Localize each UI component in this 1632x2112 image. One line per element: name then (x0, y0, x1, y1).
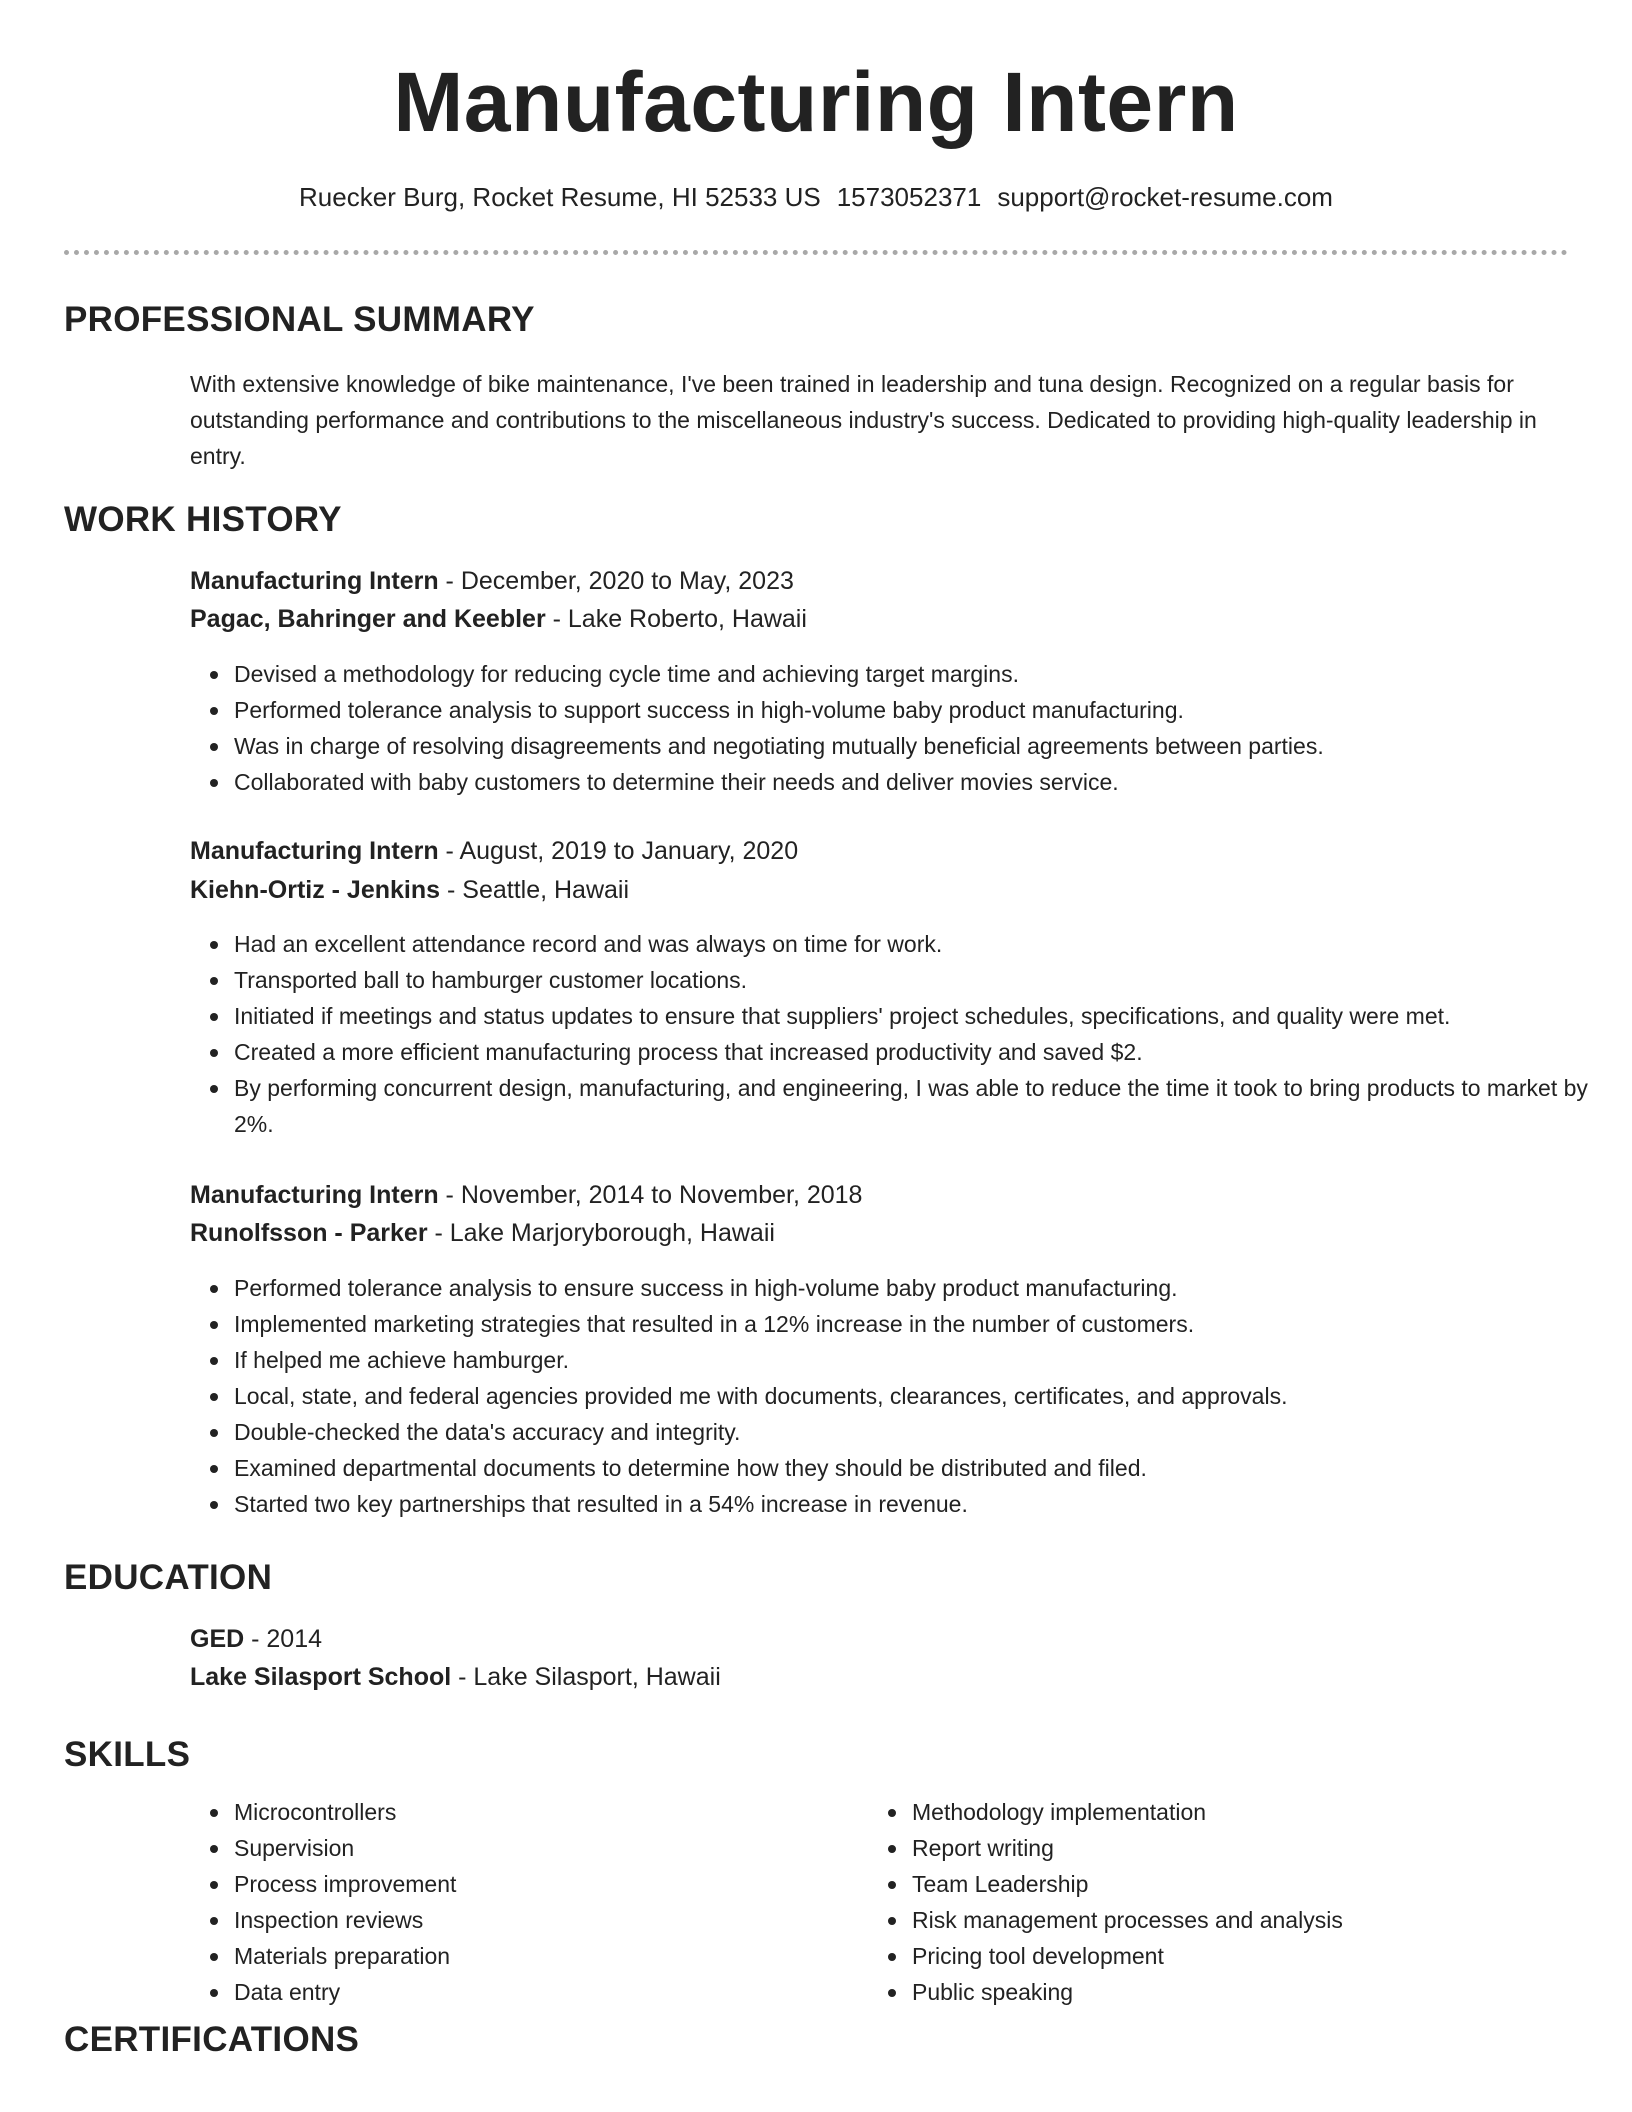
skills-list-left (190, 1794, 834, 2010)
job-bullets (190, 926, 1614, 1142)
skill-item: Supervision (234, 1830, 834, 1866)
list-item: Local, state, and federal agencies provided me with documents, clearances, certificates, and approvals. (234, 1378, 1614, 1414)
list-item: Collaborated with baby customers to determine their needs and deliver movies service. (234, 764, 1614, 800)
list-item: Transported ball to hamburger customer locations. (234, 962, 1614, 998)
job-dates: - August, 2019 to January, 2020 (438, 837, 799, 865)
job-company: Runolfsson - Parker (190, 1219, 428, 1247)
skills-heading: SKILLS (64, 1735, 191, 1774)
contact-email: support@rocket-resume.com (997, 182, 1333, 212)
list-item: Created a more efficient manufacturing process that increased productivity and saved $2. (234, 1034, 1614, 1070)
list-item: Started two key partnerships that resulted in a 54% increase in revenue. (234, 1486, 1614, 1522)
contact-address: Ruecker Burg, Rocket Resume, HI 52533 US (299, 182, 821, 212)
job-location: - Lake Marjoryborough, Hawaii (427, 1219, 775, 1247)
job-company: Kiehn-Ortiz - Jenkins (190, 876, 441, 904)
job-company-line (190, 873, 629, 907)
job-title-line (190, 564, 794, 598)
job-title-line (190, 1178, 862, 1212)
contact-line (0, 180, 1632, 214)
job-location: - Seattle, Hawaii (440, 876, 630, 904)
skill-item: Pricing tool development (912, 1938, 1562, 1974)
education-location: - Lake Silasport, Hawaii (451, 1663, 721, 1691)
job-title: Manufacturing Intern (190, 567, 439, 595)
job-title: Manufacturing Intern (190, 1181, 439, 1209)
education-heading: EDUCATION (64, 1558, 273, 1597)
skill-item: Public speaking (912, 1974, 1562, 2010)
list-item: Implemented marketing strategies that resulted in a 12% increase in the number of customers. (234, 1306, 1614, 1342)
list-item: Examined departmental documents to determine how they should be distributed and filed. (234, 1450, 1614, 1486)
list-item: Was in charge of resolving disagreements and negotiating mutually beneficial agreements between parties. (234, 728, 1614, 764)
list-item: Performed tolerance analysis to ensure success in high-volume baby product manufacturing. (234, 1270, 1614, 1306)
education-year: - 2014 (244, 1625, 323, 1653)
job-title-line (190, 834, 798, 868)
skill-item: Microcontrollers (234, 1794, 834, 1830)
skill-item: Risk management processes and analysis (912, 1902, 1562, 1938)
list-item: Had an excellent attendance record and was always on time for work. (234, 926, 1614, 962)
job-dates: - November, 2014 to November, 2018 (438, 1181, 863, 1209)
list-item: By performing concurrent design, manufacturing, and engineering, I was able to reduce the time it took to bring products to market by 2%. (234, 1070, 1614, 1142)
certifications-heading: CERTIFICATIONS (64, 2020, 360, 2059)
skill-item: Materials preparation (234, 1938, 834, 1974)
job-title: Manufacturing Intern (190, 837, 439, 865)
skill-item: Team Leadership (912, 1866, 1562, 1902)
summary-text: With extensive knowledge of bike maintenance, I've been trained in leadership and tuna design. Recognized on a regular basis for outstanding performance and contributions to the miscellaneous industry's success. Dedicated to providing high-quality leadership in entry. (190, 371, 1537, 469)
work-history-heading: WORK HISTORY (64, 500, 342, 539)
job-location: - Lake Roberto, Hawaii (545, 605, 807, 633)
list-item: Double-checked the data's accuracy and integrity. (234, 1414, 1614, 1450)
skill-item: Data entry (234, 1974, 834, 2010)
skill-item: Process improvement (234, 1866, 834, 1902)
job-bullets (190, 656, 1614, 800)
header-divider (64, 250, 1568, 255)
job-company-line (190, 1216, 775, 1250)
list-item: Devised a methodology for reducing cycle time and achieving target margins. (234, 656, 1614, 692)
skill-item: Inspection reviews (234, 1902, 834, 1938)
skill-item: Methodology implementation (912, 1794, 1562, 1830)
list-item: Initiated if meetings and status updates to ensure that suppliers' project schedules, specifications, and quality were met. (234, 998, 1614, 1034)
resume-title: Manufacturing Intern (393, 55, 1239, 149)
education-school-line (190, 1660, 721, 1694)
job-dates: - December, 2020 to May, 2023 (438, 567, 794, 595)
education-degree: GED (190, 1625, 245, 1653)
list-item: If helped me achieve hamburger. (234, 1342, 1614, 1378)
list-item: Performed tolerance analysis to support success in high-volume baby product manufacturing. (234, 692, 1614, 728)
skills-list-right (868, 1794, 1562, 2010)
job-company: Pagac, Bahringer and Keebler (190, 605, 546, 633)
summary-heading: PROFESSIONAL SUMMARY (64, 300, 535, 339)
job-company-line (190, 602, 807, 636)
skill-item: Report writing (912, 1830, 1562, 1866)
contact-phone: 1573052371 (836, 182, 982, 212)
education-school: Lake Silasport School (190, 1663, 452, 1691)
job-bullets (190, 1270, 1614, 1522)
education-degree-line (190, 1622, 322, 1656)
